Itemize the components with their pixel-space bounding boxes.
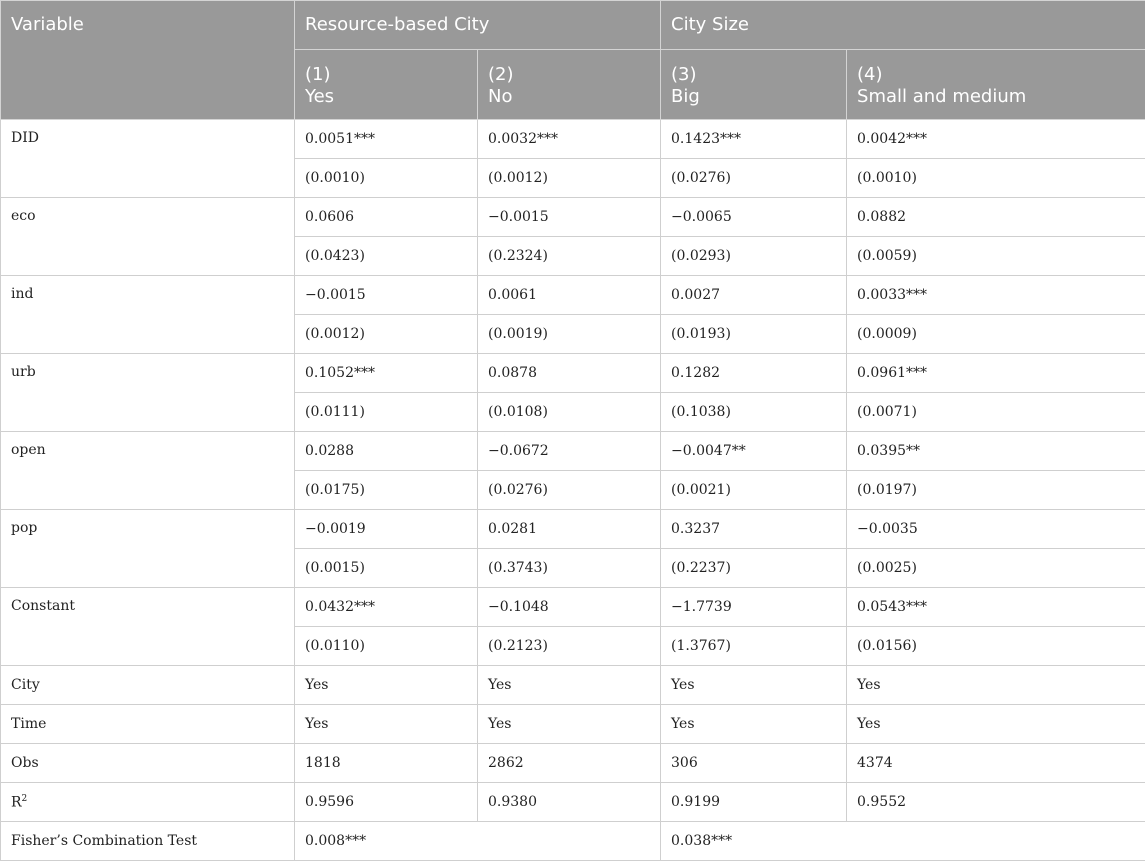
value-cell: 306 <box>661 744 847 783</box>
variable-name: ind <box>1 276 295 354</box>
standard-error-cell: (0.0193) <box>661 315 847 354</box>
standard-error-cell: (1.3767) <box>661 627 847 666</box>
coefficient-cell: −0.0019 <box>295 510 478 549</box>
standard-error-cell: (0.0156) <box>847 627 1145 666</box>
header-col-2: (2) No <box>478 50 661 120</box>
standard-error-cell: (0.2324) <box>478 237 661 276</box>
variable-name: open <box>1 432 295 510</box>
coefficient-cell: 0.0543*** <box>847 588 1145 627</box>
standard-error-cell: (0.0015) <box>295 549 478 588</box>
header-variable: Variable <box>1 1 295 120</box>
coefficient-cell: −0.0035 <box>847 510 1145 549</box>
value-cell: 0.9380 <box>478 783 661 822</box>
coefficient-cell: 0.0878 <box>478 354 661 393</box>
coefficient-cell: −0.0047** <box>661 432 847 471</box>
value-cell: Yes <box>661 666 847 705</box>
standard-error-cell: (0.0293) <box>661 237 847 276</box>
table-row-fisher-test <box>1 822 1145 861</box>
table-row <box>1 276 1145 315</box>
variable-name <box>1 783 295 822</box>
value-cell: 0.9199 <box>661 783 847 822</box>
coefficient-cell: 0.0051*** <box>295 120 478 159</box>
table-row <box>1 705 1145 744</box>
coefficient-cell: 0.1052*** <box>295 354 478 393</box>
standard-error-cell: (0.0423) <box>295 237 478 276</box>
value-cell: 0.9552 <box>847 783 1145 822</box>
variable-name: pop <box>1 510 295 588</box>
variable-name: City <box>1 666 295 705</box>
standard-error-cell: (0.0110) <box>295 627 478 666</box>
coefficient-cell: −0.0065 <box>661 198 847 237</box>
coefficient-cell: 0.0033*** <box>847 276 1145 315</box>
coefficient-cell: 0.1423*** <box>661 120 847 159</box>
table-row <box>1 510 1145 549</box>
header-group-resource-based-city: Resource-based City <box>295 1 661 50</box>
header-group-city-size: City Size <box>661 1 1145 50</box>
coefficient-cell: 0.0606 <box>295 198 478 237</box>
coefficient-cell: −0.0015 <box>295 276 478 315</box>
coefficient-cell: 0.0395** <box>847 432 1145 471</box>
variable-name: Obs <box>1 744 295 783</box>
coefficient-cell: 0.0882 <box>847 198 1145 237</box>
table-row <box>1 666 1145 705</box>
coefficient-cell: 0.3237 <box>661 510 847 549</box>
value-cell: 1818 <box>295 744 478 783</box>
value-cell: Yes <box>295 666 478 705</box>
variable-name: Fisher’s Combination Test <box>1 822 295 861</box>
table-body <box>1 120 1145 861</box>
variable-name: urb <box>1 354 295 432</box>
coefficient-cell: 0.0432*** <box>295 588 478 627</box>
standard-error-cell: (0.0010) <box>847 159 1145 198</box>
coefficient-cell: 0.0961*** <box>847 354 1145 393</box>
standard-error-cell: (0.0025) <box>847 549 1145 588</box>
r-squared-label: R <box>11 794 22 810</box>
value-cell: Yes <box>661 705 847 744</box>
variable-name: Time <box>1 705 295 744</box>
fisher-value-group2: 0.038*** <box>661 822 1145 861</box>
coefficient-cell: −0.0672 <box>478 432 661 471</box>
value-cell: Yes <box>478 666 661 705</box>
standard-error-cell: (0.2123) <box>478 627 661 666</box>
variable-name: DID <box>1 120 295 198</box>
table-row <box>1 432 1145 471</box>
variable-name: eco <box>1 198 295 276</box>
standard-error-cell: (0.0108) <box>478 393 661 432</box>
standard-error-cell: (0.0009) <box>847 315 1145 354</box>
value-cell: 2862 <box>478 744 661 783</box>
value-cell: Yes <box>295 705 478 744</box>
standard-error-cell: (0.0021) <box>661 471 847 510</box>
standard-error-cell: (0.0175) <box>295 471 478 510</box>
coefficient-cell: 0.0288 <box>295 432 478 471</box>
header-col-3: (3) Big <box>661 50 847 120</box>
header-col-1: (1) Yes <box>295 50 478 120</box>
standard-error-cell: (0.3743) <box>478 549 661 588</box>
value-cell: Yes <box>847 705 1145 744</box>
standard-error-cell: (0.1038) <box>661 393 847 432</box>
standard-error-cell: (0.0276) <box>661 159 847 198</box>
standard-error-cell: (0.0019) <box>478 315 661 354</box>
standard-error-cell: (0.0012) <box>478 159 661 198</box>
coefficient-cell: 0.0032*** <box>478 120 661 159</box>
table-row-r-squared <box>1 783 1145 822</box>
standard-error-cell: (0.0111) <box>295 393 478 432</box>
variable-name: Constant <box>1 588 295 666</box>
value-cell: 0.9596 <box>295 783 478 822</box>
standard-error-cell: (0.0059) <box>847 237 1145 276</box>
coefficient-cell: 0.0042*** <box>847 120 1145 159</box>
coefficient-cell: 0.0281 <box>478 510 661 549</box>
value-cell: Yes <box>478 705 661 744</box>
coefficient-cell: 0.0061 <box>478 276 661 315</box>
table-row <box>1 198 1145 237</box>
table-row <box>1 354 1145 393</box>
standard-error-cell: (0.0276) <box>478 471 661 510</box>
coefficient-cell: −0.1048 <box>478 588 661 627</box>
table-row <box>1 588 1145 627</box>
coefficient-cell: 0.0027 <box>661 276 847 315</box>
r-squared-superscript: 2 <box>22 794 28 804</box>
standard-error-cell: (0.0012) <box>295 315 478 354</box>
standard-error-cell: (0.0071) <box>847 393 1145 432</box>
coefficient-cell: −0.0015 <box>478 198 661 237</box>
value-cell: Yes <box>847 666 1145 705</box>
coefficient-cell: 0.1282 <box>661 354 847 393</box>
value-cell: 4374 <box>847 744 1145 783</box>
table-row <box>1 120 1145 159</box>
header-col-4: (4) Small and medium <box>847 50 1145 120</box>
standard-error-cell: (0.0197) <box>847 471 1145 510</box>
table-row <box>1 744 1145 783</box>
coefficient-cell: −1.7739 <box>661 588 847 627</box>
header-row-groups <box>1 1 1145 50</box>
standard-error-cell: (0.0010) <box>295 159 478 198</box>
standard-error-cell: (0.2237) <box>661 549 847 588</box>
fisher-value-group1: 0.008*** <box>295 822 661 861</box>
